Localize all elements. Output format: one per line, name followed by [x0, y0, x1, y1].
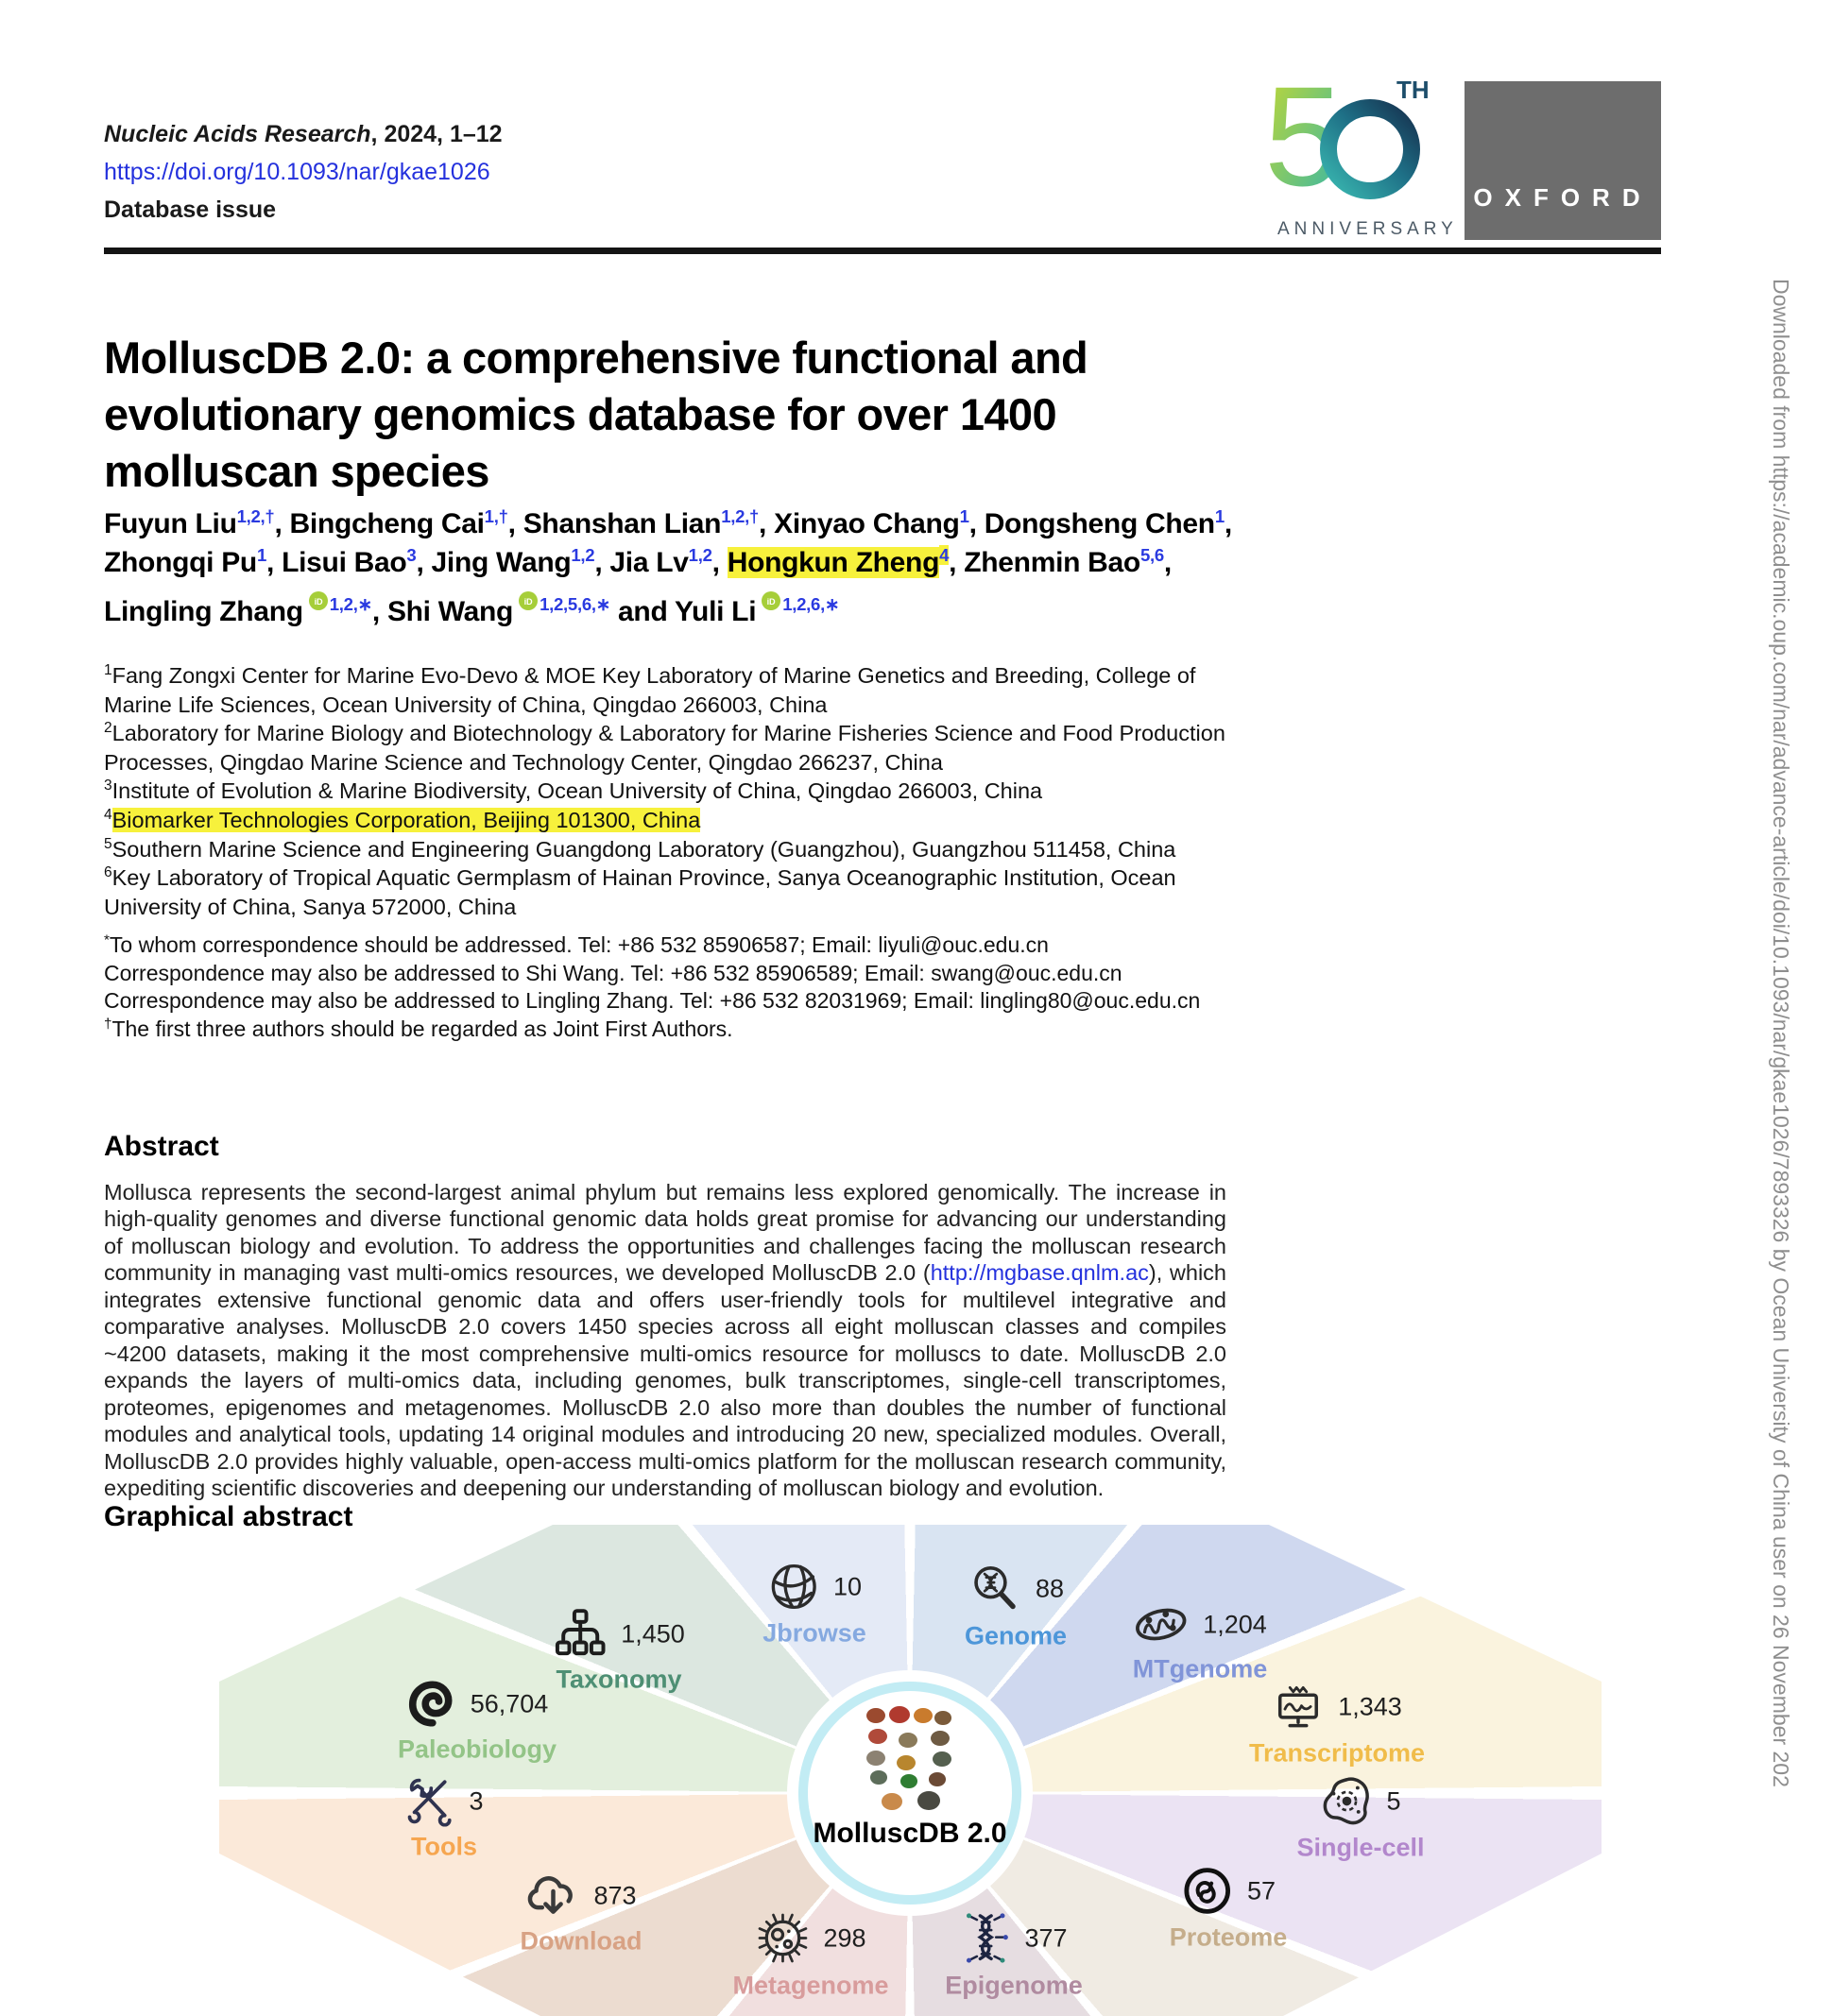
fifty-logo-5: 5	[1264, 66, 1344, 215]
segment-transcriptome	[1249, 1681, 1425, 1768]
segment-tools	[404, 1776, 483, 1862]
affiliation-row: $^5$Southern Marine Science and Engineering Guangdong Laboratory (Guangzhou), Guangzhou 511458, China	[104, 835, 1176, 862]
segment-count: 1,204	[1203, 1610, 1267, 1638]
author-superscript: 1,2,6,∗	[782, 594, 840, 614]
affiliation-list	[104, 661, 1233, 921]
author-superscript: 3	[406, 545, 417, 565]
correspondence-row: Correspondence may also be addressed to Lingling Zhang. Tel: +86 532 82031969; Email: lingling80@ouc.edu.cn	[104, 988, 1201, 1013]
mgbase-link[interactable]: http://mgbase.qnlm.ac	[930, 1260, 1149, 1285]
journal-info	[104, 115, 503, 229]
author-name: Xinyao Chang	[774, 508, 960, 539]
segment-count: 873	[593, 1881, 637, 1909]
affiliation-row: $^2$Laboratory for Marine Biology and Biotechnology & Laboratory for Marine Fisheries Science and Food Production Processes, Qingdao Marine Science and Technology Center, Qingdao 266237, China	[104, 720, 1225, 775]
svg-text:iD: iD	[523, 596, 533, 607]
correspondence-row: †The first three authors should be regarded as Joint First Authors.	[104, 1015, 733, 1041]
orcid-icon	[762, 582, 780, 621]
genome-icon	[968, 1562, 1022, 1616]
segment-count: 88	[1035, 1574, 1065, 1602]
author-name: Yuli Li	[674, 596, 757, 627]
monitor-wave-icon	[1272, 1681, 1325, 1734]
cloud-download-icon	[525, 1871, 580, 1922]
segment-label: Transcriptome	[1248, 1738, 1426, 1768]
author-name: Jing Wang	[431, 547, 572, 578]
segment-paleobiology	[398, 1679, 557, 1765]
graphical-abstract-heading: Graphical abstract	[104, 1500, 353, 1532]
affiliation-row: $^6$Key Laboratory of Tropical Aquatic Germplasm of Hainan Province, Sanya Oceanographic Institution, Ocean University of China, Sanya 572000, China	[104, 864, 1176, 919]
segment-epigenome	[945, 1911, 1083, 2001]
correspondence-row: *To whom correspondence should be addressed. Tel: +86 532 85906587; Email: liyuli@ouc.edu.cn	[104, 931, 1049, 957]
segment-label: Proteome	[1169, 1922, 1288, 1952]
graphical-abstract-figure	[217, 1512, 1606, 2016]
globe-icon	[767, 1561, 820, 1614]
segment-count: 1,343	[1338, 1692, 1402, 1720]
author-superscript: 1	[959, 506, 969, 526]
database-name: MolluscDB 2.0	[813, 1818, 1007, 1849]
segment-label: Tools	[411, 1832, 477, 1861]
segment-count: 10	[832, 1572, 863, 1600]
segment-count: 377	[1024, 1923, 1068, 1952]
segment-proteome	[1170, 1865, 1288, 1953]
correspondence-block	[104, 931, 1233, 1043]
journal-name: Nucleic Acids Research	[104, 121, 371, 147]
author-name: Bingcheng Cai	[289, 508, 485, 539]
oxford-logo	[1465, 81, 1661, 240]
segment-label: Jbrowse	[762, 1618, 866, 1648]
segment-download	[521, 1871, 642, 1956]
segment-count: 1,450	[621, 1619, 685, 1648]
segment-jbrowse	[762, 1561, 866, 1649]
affiliation-row: $^4$Biomarker Technologies Corporation, Beijing 101300, China	[104, 807, 701, 832]
author-superscript: 1,2,†	[236, 506, 275, 526]
author-superscript: 1,2,†	[721, 506, 760, 526]
author-superscript: 1,2,5,6,∗	[540, 594, 611, 614]
taxonomy-tree-icon	[553, 1609, 608, 1660]
affiliation-row: $^1$Fang Zongxi Center for Marine Evo-Devo & MOE Key Laboratory of Marine Genetics and Breeding, College of Marine Life Sciences, Ocean University of China, Qingdao 266003, China	[104, 662, 1196, 717]
author-name: Hongkun Zheng	[727, 547, 940, 578]
microbe-icon	[755, 1911, 810, 1966]
segment-count: 298	[823, 1923, 866, 1952]
protein-icon	[1181, 1865, 1234, 1918]
author-superscript: 1,2	[688, 545, 712, 565]
svg-text:iD: iD	[314, 596, 323, 607]
author-superscript: 1	[256, 545, 267, 565]
author-name: Shanshan Lian	[522, 508, 722, 539]
author-name: Shi Wang	[386, 596, 514, 627]
segment-count: 5	[1386, 1786, 1401, 1815]
segment-single-cell	[1296, 1775, 1424, 1863]
author-name: Jia Lv	[609, 547, 689, 578]
author-name: Zhongqi Pu	[104, 547, 257, 578]
segment-label: Paleobiology	[397, 1734, 557, 1764]
author-superscript: 1,†	[484, 506, 508, 526]
svg-text:iD: iD	[766, 596, 776, 607]
nar-50th-anniversary-logo	[1264, 66, 1439, 222]
abstract-text-before-link: Mollusca represents the second-largest animal phylum but remains less explored genomically. The increase in high-quality genomes and diverse functional genomic data holds great promise for advancing our understanding of molluscan biology and evolution. To address the opportunities and challenges facing the molluscan research community in managing vast multi-omics resources, we developed MolluscDB 2.0 (	[104, 1179, 1226, 1285]
author-name: Zhenmin Bao	[964, 547, 1140, 578]
cell-icon	[1320, 1775, 1373, 1828]
author-superscript: 1	[1214, 506, 1225, 526]
segment-mtgenome	[1133, 1600, 1268, 1684]
segment-label: Single-cell	[1296, 1833, 1425, 1862]
segment-taxonomy	[553, 1609, 685, 1695]
abstract-text-after-link: ), which integrates extensive functional genomic data and offers user-friendly tools for multilevel integrative and comparative analyses. MolluscDB 2.0 covers 1450 species across all eight molluscan classes and compiles ~4200 datasets, making it the most comprehensive multi-omics resource for molluscs to date. MolluscDB 2.0 expands the layers of multi-omics data, including genomes, bulk transcriptomes, single-cell transcriptomes, proteomes, epigenomes and metagenomes. MolluscDB 2.0 also more than doubles the number of functional modules and analytical tools, updating 14 original modules and introducing 20 new, specialized modules. Overall, MolluscDB 2.0 provides highly valuable, open-access multi-omics platform for the molluscan research community, expediting scientific discoveries and deepening our understanding of molluscan biology and evolution.	[104, 1260, 1226, 1500]
segment-genome	[965, 1562, 1067, 1651]
journal-issue-pages: , 2024, 1–12	[370, 121, 503, 147]
journal-line	[104, 115, 503, 153]
author-name: Fuyun Liu	[104, 508, 237, 539]
author-superscript: 4	[939, 545, 950, 565]
author-name: Lingling Zhang	[104, 596, 303, 627]
abstract-heading: Abstract	[104, 1130, 219, 1162]
segment-label: Metagenome	[732, 1971, 889, 2000]
database-issue-label: Database issue	[104, 196, 277, 223]
oxford-logo-text: OXFORD	[1473, 183, 1653, 212]
fifty-logo-th: TH	[1396, 76, 1430, 104]
author-superscript: 1,2	[571, 545, 595, 565]
orcid-icon	[519, 582, 538, 621]
segment-count: 3	[469, 1786, 484, 1815]
segment-label: Epigenome	[945, 1971, 1083, 2000]
segment-label: MTgenome	[1132, 1654, 1268, 1683]
segment-metagenome	[732, 1911, 888, 2001]
orcid-icon	[309, 582, 328, 621]
anniversary-label: ANNIVERSARY	[1277, 219, 1458, 239]
tools-icon	[404, 1776, 455, 1827]
dna-methylation-icon	[960, 1911, 1011, 1966]
doi-link[interactable]: https://doi.org/10.1093/nar/gkae1026	[104, 159, 490, 185]
download-watermark: Downloaded from https://academic.oup.com/nar/advance-article/doi/10.1093/nar/gkae1026/7893326 by Ocean University of China user on 26 November 202	[1769, 279, 1793, 1787]
correspondence-row: Correspondence may also be addressed to Shi Wang. Tel: +86 532 85906589; Email: swang@ouc.edu.cn	[104, 960, 1122, 985]
mitochondria-icon	[1133, 1600, 1190, 1649]
affiliation-row: $^3$Institute of Evolution & Marine Biodiversity, Ocean University of China, Qingdao 266003, China	[104, 777, 1043, 804]
mollusc-collage	[863, 1706, 957, 1816]
author-superscript: 5,6	[1139, 545, 1164, 565]
segment-label: Genome	[964, 1621, 1068, 1650]
author-name: Dongsheng Chen	[984, 508, 1215, 539]
ammonite-fossil-icon	[406, 1679, 457, 1730]
segment-count: 57	[1246, 1876, 1276, 1905]
author-list: Fuyun Liu$^{1,2,\dagger}$, Bingcheng Cai$^{1,\dagger}$, Shanshan Lian$^{1,2,\dagger}$, Xinyao Chang$^1$, Dongsheng Chen$^1$, Zhongqi Pu$^1$, Lisui Bao$^3$, Jing Wang$^{1,2}$, Jia Lv$^{1,2}$, Hongkun Zheng$^4$, Zhenmin Bao$^{5,6}$, Lingling Zhang iD $^{1,2,∗}$, Shi Wang iD $^{1,2,5,6,∗}$ and Yuli Li iD $^{1,2,6,∗}$	[104, 506, 1232, 627]
segment-label: Download	[520, 1926, 642, 1956]
page-title: MolluscDB 2.0: a comprehensive functional and evolutionary genomics database for over 1400 molluscan species	[104, 333, 1088, 497]
abstract-text	[104, 1179, 1226, 1502]
center-medallion	[798, 1682, 1021, 1905]
author-name: Lisui Bao	[282, 547, 407, 578]
segment-count: 56,704	[470, 1689, 549, 1717]
header-rule	[104, 248, 1661, 254]
author-superscript: 1,2,∗	[329, 594, 372, 614]
segment-label: Taxonomy	[556, 1665, 682, 1694]
